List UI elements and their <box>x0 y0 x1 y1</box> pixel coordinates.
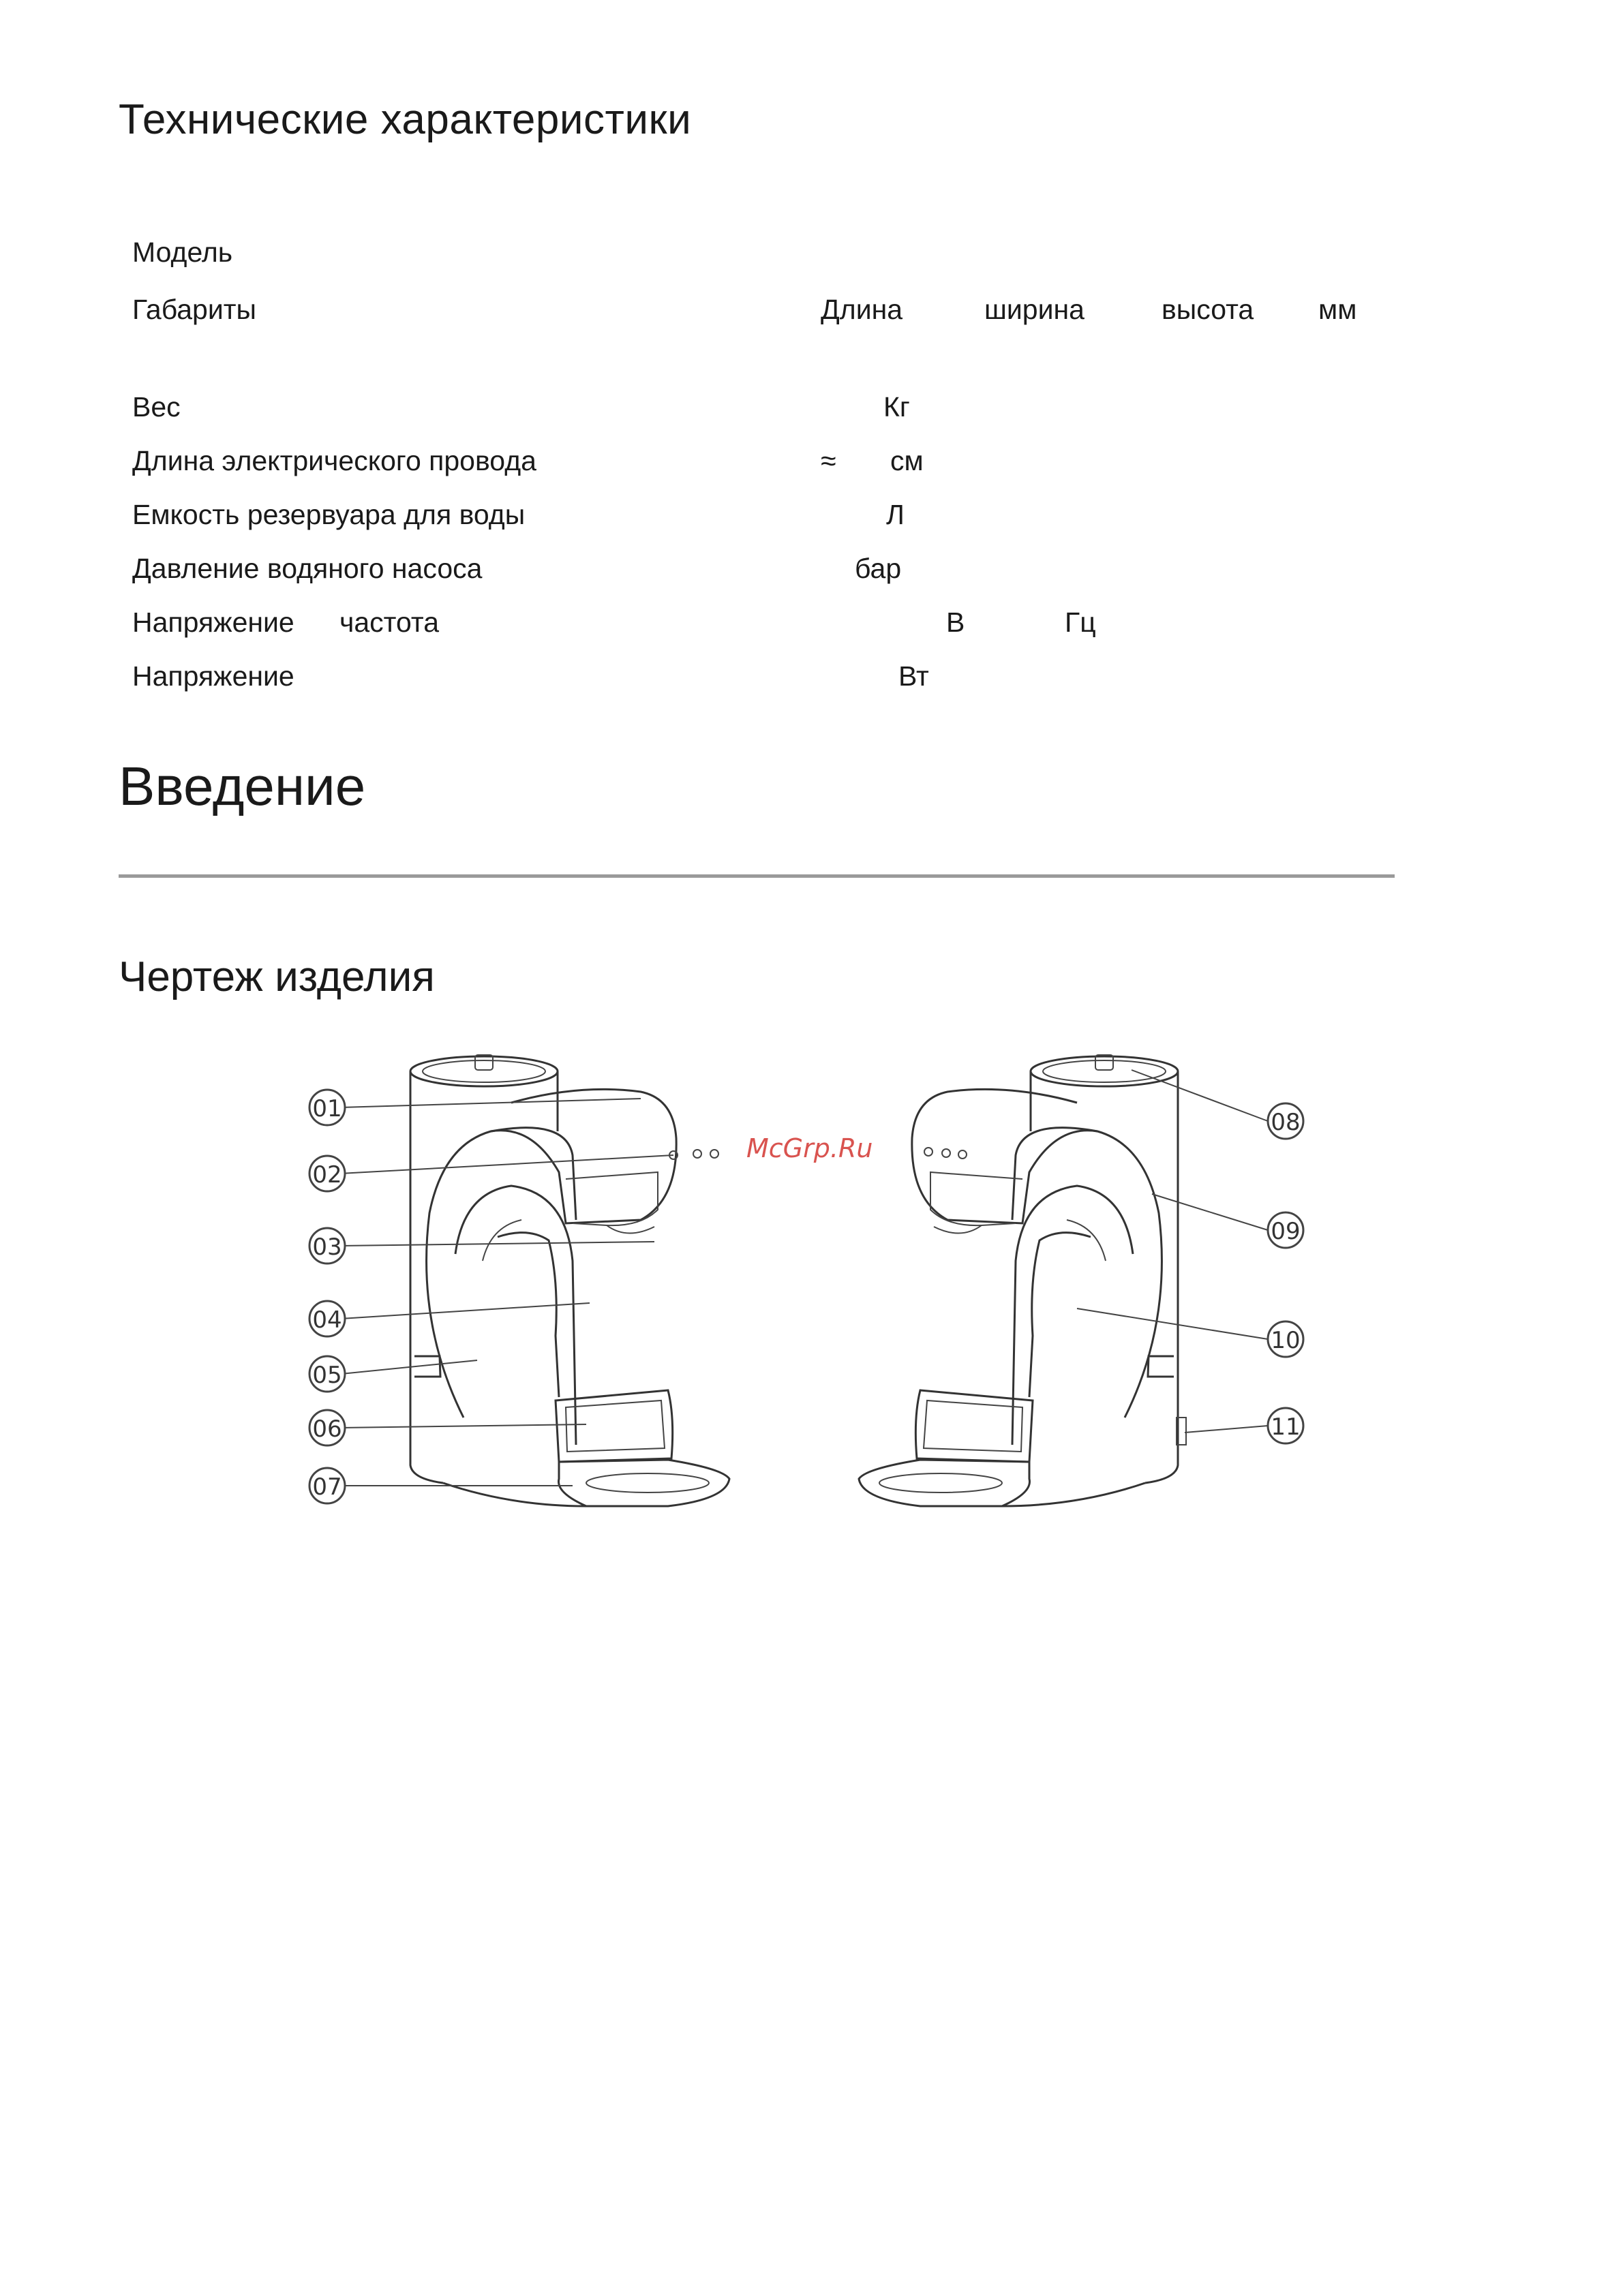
svg-text:06: 06 <box>312 1415 342 1443</box>
pump-pressure-label: Давление водяного насоса <box>132 553 483 584</box>
svg-text:01: 01 <box>312 1095 342 1122</box>
weight-label: Вес <box>132 391 181 423</box>
dimensions-label: Габариты <box>132 294 256 325</box>
voltage-label: Напряжение <box>132 607 294 638</box>
svg-text:05: 05 <box>312 1362 342 1389</box>
svg-text:04: 04 <box>312 1306 342 1334</box>
svg-text:09: 09 <box>1271 1218 1301 1245</box>
callout-01 <box>309 1090 345 1125</box>
svg-text:10: 10 <box>1271 1327 1301 1354</box>
callout-08 <box>1268 1103 1303 1139</box>
callout-11 <box>1268 1408 1303 1443</box>
coffee-machine-left-view <box>309 1055 729 1506</box>
intro-title: Введение <box>119 756 366 816</box>
callout-04 <box>309 1301 345 1336</box>
power-label: Напряжение <box>132 660 294 692</box>
specs-title: Технические характеристики <box>119 96 692 143</box>
drawing-title: Чертеж изделия <box>119 953 435 1000</box>
callout-05 <box>309 1356 345 1392</box>
callout-07 <box>309 1468 345 1503</box>
callout-10 <box>1268 1321 1303 1357</box>
callout-03 <box>309 1228 345 1264</box>
dimensions-unit: мм <box>1318 294 1357 325</box>
voltage-unit: В <box>946 607 965 638</box>
dimensions-height: высота <box>1162 294 1254 325</box>
svg-text:11: 11 <box>1271 1413 1301 1441</box>
svg-text:07: 07 <box>312 1473 342 1501</box>
watermark-text: McGrp.Ru <box>746 1133 873 1163</box>
svg-text:02: 02 <box>312 1161 342 1189</box>
dimensions-width: ширина <box>984 294 1084 325</box>
callout-06 <box>309 1410 345 1445</box>
callout-02 <box>309 1156 345 1191</box>
tank-capacity-unit: Л <box>886 499 905 530</box>
dimensions-length: Длина <box>821 294 903 325</box>
weight-unit: Кг <box>883 391 910 423</box>
model-label: Модель <box>132 236 233 268</box>
product-drawing <box>286 1036 1322 1540</box>
pump-pressure-unit: бар <box>855 553 902 584</box>
coffee-machine-right-view <box>859 1055 1303 1506</box>
svg-text:08: 08 <box>1271 1109 1301 1136</box>
svg-text:03: 03 <box>312 1234 342 1261</box>
cord-length-unit: см <box>890 445 924 476</box>
power-unit: Вт <box>898 660 929 692</box>
section-divider <box>119 874 1395 878</box>
frequency-label: частота <box>339 607 440 638</box>
tank-capacity-label: Емкость резервуара для воды <box>132 499 526 530</box>
cord-length-approx: ≈ <box>821 445 836 476</box>
frequency-unit: Гц <box>1065 607 1096 638</box>
cord-length-label: Длина электрического провода <box>132 445 536 476</box>
callout-09 <box>1268 1212 1303 1248</box>
